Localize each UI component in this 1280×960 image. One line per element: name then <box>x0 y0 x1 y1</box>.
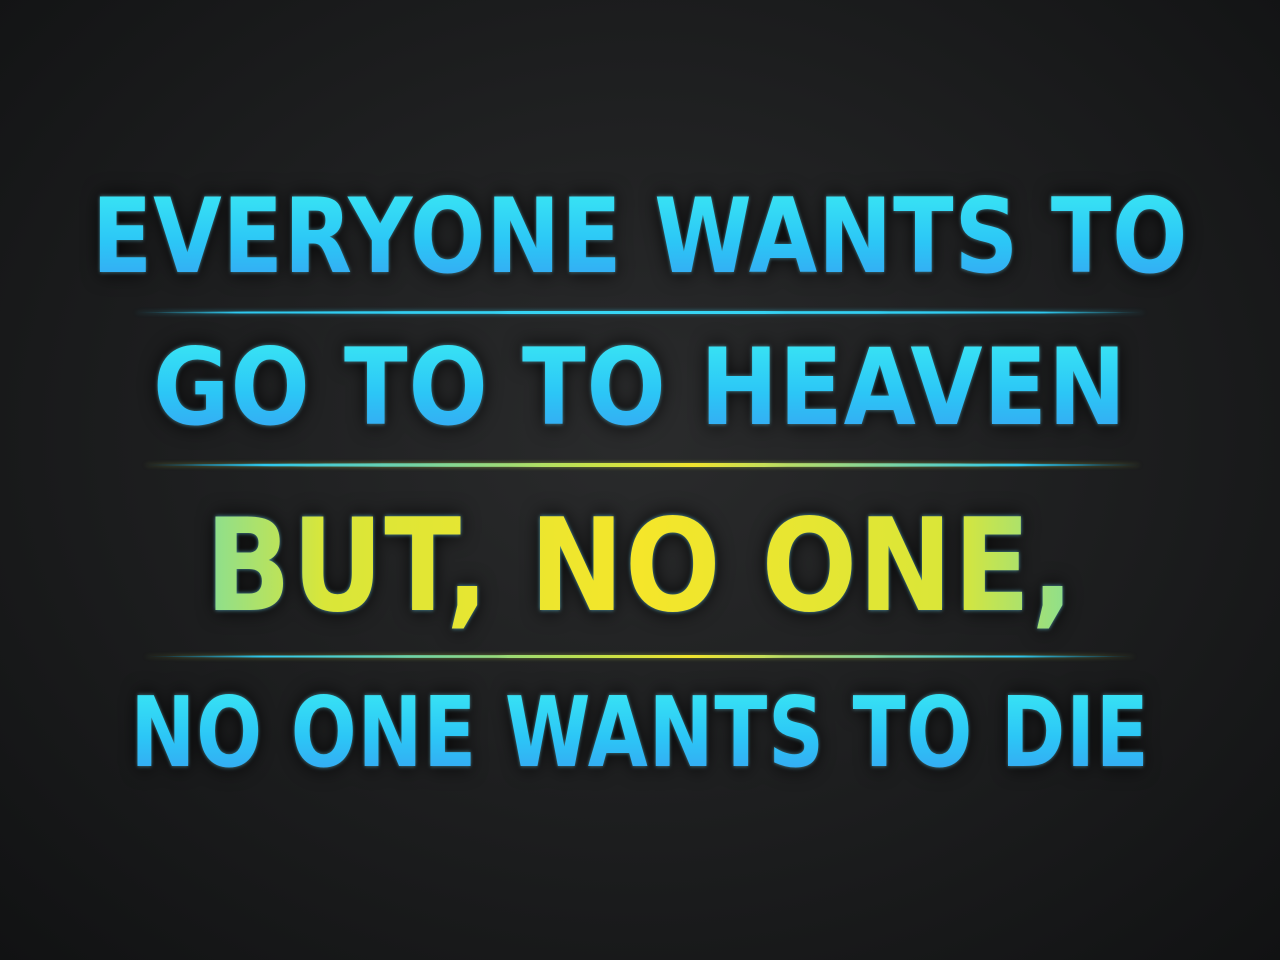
quote-line-4: NO ONE WANTS TO DIE <box>128 684 1152 781</box>
quote-line-1: EVERYONE WANTS TO <box>90 186 1191 289</box>
quote-line-2: GO TO TO HEAVEN <box>77 335 1203 441</box>
divider-3 <box>145 655 1135 658</box>
quote-line-3: BUT, NO ONE, <box>77 503 1203 631</box>
divider-1 <box>135 311 1145 314</box>
divider-2 <box>145 463 1140 467</box>
